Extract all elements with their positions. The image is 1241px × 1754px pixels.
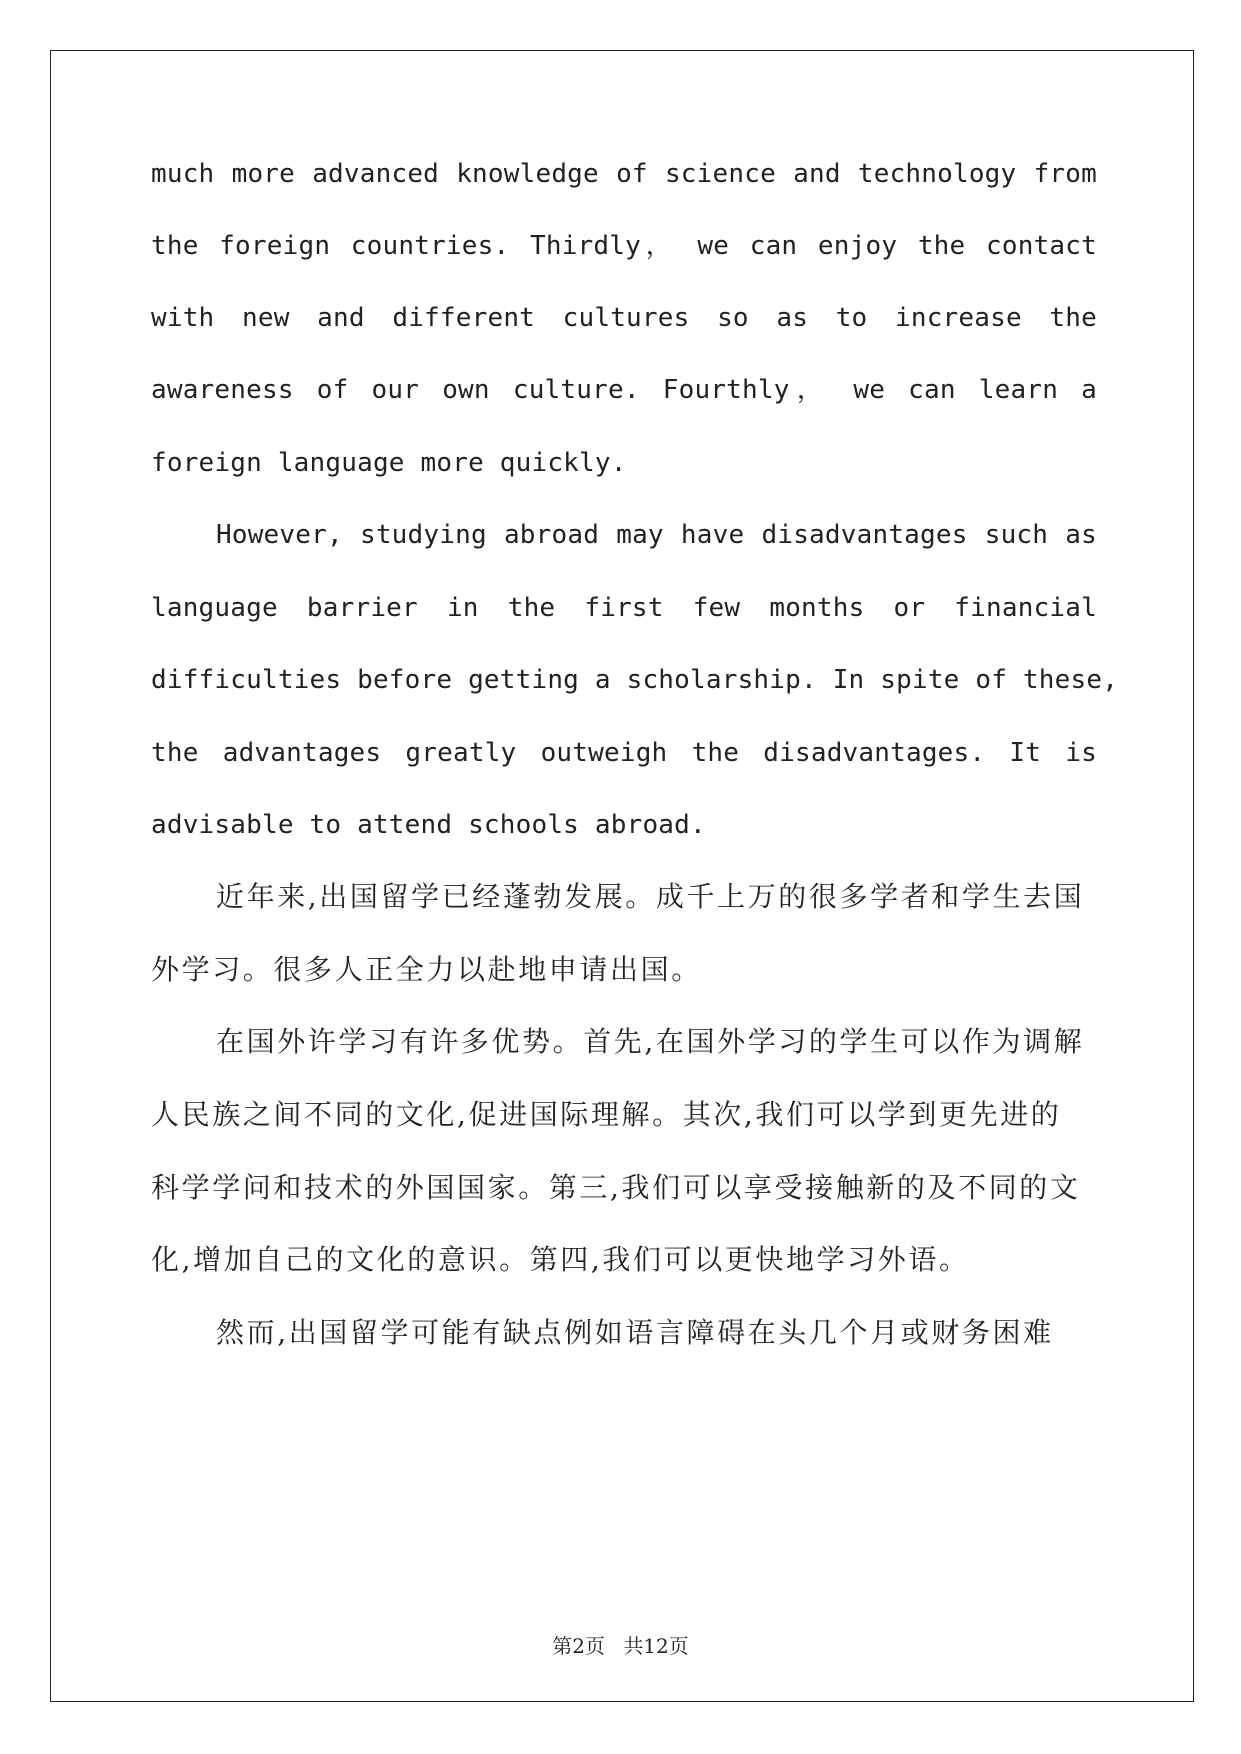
page-number: 第2页 [552, 1634, 605, 1658]
body-text-line: 人民族之间不同的文化,促进国际理解。其次,我们可以学到更先进的 [151, 1098, 1062, 1131]
body-text-line: awareness of our own culture. Fourthly， we can learn a [151, 375, 1097, 405]
body-text-line: 化,增加自己的文化的意识。第四,我们可以更快地学习外语。 [151, 1243, 970, 1276]
body-text-line: 科学学问和技术的外国国家。第三,我们可以享受接触新的及不同的文 [151, 1171, 1081, 1204]
body-text-line: difficulties before getting a scholarship. In spite of these, [151, 665, 1119, 695]
body-text-line: language barrier in the first few months or financial [151, 593, 1097, 623]
body-text-line: the foreign countries. Thirdly， we can enjoy the contact [151, 231, 1097, 261]
body-text-line: much more advanced knowledge of science and technology from [151, 159, 1097, 189]
body-text-line: advisable to attend schools abroad. [151, 810, 706, 840]
body-text-line: 近年来,出国留学已经蓬勃发展。成千上万的很多学者和学生去国 [216, 880, 1085, 913]
body-text-line: with new and different cultures so as to increase the [151, 303, 1097, 333]
page-total: 共12页 [623, 1634, 689, 1658]
body-text-line: 外学习。很多人正全力以赴地申请出国。 [151, 953, 702, 986]
body-text-line: However, studying abroad may have disadvantages such as [216, 520, 1097, 550]
body-text-line: 然而,出国留学可能有缺点例如语言障碍在头几个月或财务困难 [216, 1316, 1054, 1349]
body-text-line: the advantages greatly outweigh the disadvantages. It is [151, 738, 1097, 768]
page-footer [0, 1630, 1241, 1659]
body-text-line: foreign language more quickly. [151, 448, 627, 478]
body-text-line: 在国外许学习有许多优势。首先,在国外学习的学生可以作为调解 [216, 1025, 1085, 1058]
